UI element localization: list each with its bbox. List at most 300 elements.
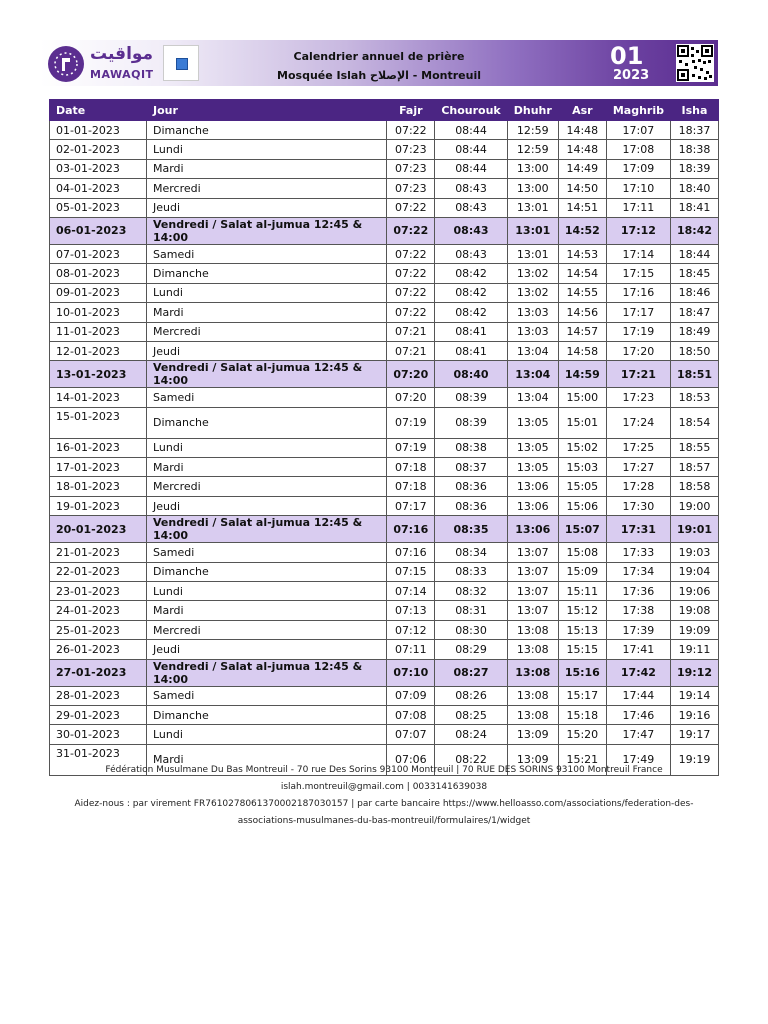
table-row	[50, 159, 719, 178]
col-header-dhuhr: Dhuhr	[507, 100, 558, 121]
cell-fajr: 07:17	[387, 496, 435, 515]
cell-jour: Jeudi	[147, 198, 387, 217]
table-row	[50, 264, 719, 283]
cell-maghrib: 17:20	[606, 341, 670, 360]
cell-asr: 15:05	[558, 477, 606, 496]
cell-jour: Lundi	[147, 283, 387, 302]
cell-isha: 18:54	[670, 407, 718, 438]
cell-fajr: 07:23	[387, 179, 435, 198]
cell-jour: Dimanche	[147, 705, 387, 724]
cell-date: 02-01-2023	[50, 140, 147, 159]
cell-fajr: 07:22	[387, 303, 435, 322]
cell-date: 26-01-2023	[50, 640, 147, 659]
cell-jour: Mardi	[147, 458, 387, 477]
cell-isha: 18:49	[670, 322, 718, 341]
cell-date: 01-01-2023	[50, 121, 147, 140]
table-row	[50, 601, 719, 620]
cell-date: 17-01-2023	[50, 458, 147, 477]
cell-jour: Dimanche	[147, 264, 387, 283]
cell-dhuhr: 13:01	[507, 198, 558, 217]
cell-asr: 14:50	[558, 179, 606, 198]
cell-chourouk: 08:31	[435, 601, 507, 620]
cell-fajr: 07:19	[387, 407, 435, 438]
cell-date: 06-01-2023	[50, 217, 147, 244]
cell-maghrib: 17:38	[606, 601, 670, 620]
cell-isha: 19:12	[670, 659, 718, 686]
cell-jour: Mercredi	[147, 620, 387, 639]
cell-jour: Dimanche	[147, 562, 387, 581]
cell-dhuhr: 12:59	[507, 121, 558, 140]
cell-date: 03-01-2023	[50, 159, 147, 178]
cell-date: 10-01-2023	[50, 303, 147, 322]
cell-dhuhr: 13:09	[507, 725, 558, 744]
cell-asr: 14:53	[558, 244, 606, 263]
cell-date: 07-01-2023	[50, 244, 147, 263]
cell-fajr: 07:19	[387, 438, 435, 457]
cell-date: 20-01-2023	[50, 516, 147, 543]
cell-dhuhr: 13:06	[507, 496, 558, 515]
cell-jour: Vendredi / Salat al-jumua 12:45 & 14:00	[147, 361, 387, 388]
cell-maghrib: 17:27	[606, 458, 670, 477]
cell-jour: Mardi	[147, 601, 387, 620]
cell-date: 04-01-2023	[50, 179, 147, 198]
cell-jour: Vendredi / Salat al-jumua 12:45 & 14:00	[147, 217, 387, 244]
cell-fajr: 07:10	[387, 659, 435, 686]
cell-isha: 18:55	[670, 438, 718, 457]
cell-asr: 14:49	[558, 159, 606, 178]
cell-asr: 15:21	[558, 744, 606, 775]
cell-asr: 15:08	[558, 543, 606, 562]
prayer-times-table	[49, 99, 719, 776]
cell-chourouk: 08:36	[435, 496, 507, 515]
cell-fajr: 07:16	[387, 516, 435, 543]
cell-chourouk: 08:34	[435, 543, 507, 562]
cell-chourouk: 08:36	[435, 477, 507, 496]
cell-maghrib: 17:16	[606, 283, 670, 302]
table-row-friday	[50, 659, 719, 686]
cell-date: 14-01-2023	[50, 388, 147, 407]
cell-chourouk: 08:42	[435, 264, 507, 283]
cell-isha: 19:09	[670, 620, 718, 639]
cell-dhuhr: 13:05	[507, 407, 558, 438]
cell-asr: 15:09	[558, 562, 606, 581]
cell-jour: Lundi	[147, 438, 387, 457]
cell-dhuhr: 13:02	[507, 264, 558, 283]
cell-fajr: 07:16	[387, 543, 435, 562]
table-row	[50, 283, 719, 302]
cell-date: 21-01-2023	[50, 543, 147, 562]
cell-isha: 19:14	[670, 686, 718, 705]
table-row	[50, 562, 719, 581]
cell-date: 30-01-2023	[50, 725, 147, 744]
cell-dhuhr: 13:02	[507, 283, 558, 302]
cell-isha: 18:38	[670, 140, 718, 159]
cell-dhuhr: 13:07	[507, 601, 558, 620]
table-row	[50, 477, 719, 496]
cell-asr: 15:01	[558, 407, 606, 438]
cell-jour: Mercredi	[147, 477, 387, 496]
cell-asr: 14:51	[558, 198, 606, 217]
table-row	[50, 496, 719, 515]
cell-maghrib: 17:08	[606, 140, 670, 159]
cell-date: 27-01-2023	[50, 659, 147, 686]
cell-isha: 18:46	[670, 283, 718, 302]
cell-fajr: 07:23	[387, 140, 435, 159]
cell-jour: Vendredi / Salat al-jumua 12:45 & 14:00	[147, 659, 387, 686]
cell-isha: 19:11	[670, 640, 718, 659]
cell-chourouk: 08:40	[435, 361, 507, 388]
col-header-maghrib: Maghrib	[606, 100, 670, 121]
footer-donation: Aidez-nous : par virement FR7610278061370002187030157 | par carte bancaire https://www.helloasso.com/associations/federation-des-	[74, 799, 694, 809]
cell-isha: 18:47	[670, 303, 718, 322]
cell-asr: 15:12	[558, 601, 606, 620]
cell-maghrib: 17:24	[606, 407, 670, 438]
cell-isha: 18:51	[670, 361, 718, 388]
footer-address: Fédération Musulmane Du Bas Montreuil - 70 rue Des Sorins 93100 Montreuil | 70 RUE DES SORINS 93100 Montreuil France	[105, 765, 663, 775]
cell-jour: Mercredi	[147, 322, 387, 341]
cell-date: 29-01-2023	[50, 705, 147, 724]
cell-chourouk: 08:37	[435, 458, 507, 477]
cell-date: 31-01-2023	[50, 744, 147, 775]
cell-maghrib: 17:42	[606, 659, 670, 686]
cell-fajr: 07:09	[387, 686, 435, 705]
cell-fajr: 07:20	[387, 388, 435, 407]
cell-fajr: 07:12	[387, 620, 435, 639]
cell-dhuhr: 13:07	[507, 582, 558, 601]
cell-chourouk: 08:39	[435, 407, 507, 438]
cell-fajr: 07:22	[387, 283, 435, 302]
cell-chourouk: 08:43	[435, 198, 507, 217]
cell-fajr: 07:18	[387, 477, 435, 496]
cell-fajr: 07:13	[387, 601, 435, 620]
cell-chourouk: 08:38	[435, 438, 507, 457]
cell-jour: Dimanche	[147, 407, 387, 438]
table-row	[50, 140, 719, 159]
cell-jour: Samedi	[147, 686, 387, 705]
month-number: 01	[610, 42, 644, 70]
cell-isha: 19:00	[670, 496, 718, 515]
table-row	[50, 458, 719, 477]
cell-asr: 15:15	[558, 640, 606, 659]
cell-asr: 15:06	[558, 496, 606, 515]
cell-chourouk: 08:32	[435, 582, 507, 601]
cell-jour: Mardi	[147, 744, 387, 775]
cell-asr: 15:07	[558, 516, 606, 543]
logo-latin-text: MAWAQIT	[90, 68, 154, 81]
cell-asr: 15:02	[558, 438, 606, 457]
cell-maghrib: 17:33	[606, 543, 670, 562]
cell-dhuhr: 13:08	[507, 659, 558, 686]
cell-isha: 18:40	[670, 179, 718, 198]
table-row	[50, 198, 719, 217]
cell-isha: 19:16	[670, 705, 718, 724]
cell-maghrib: 17:30	[606, 496, 670, 515]
cell-jour: Samedi	[147, 543, 387, 562]
cell-isha: 18:45	[670, 264, 718, 283]
cell-maghrib: 17:47	[606, 725, 670, 744]
table-row	[50, 407, 719, 438]
cell-date: 25-01-2023	[50, 620, 147, 639]
cell-dhuhr: 13:05	[507, 438, 558, 457]
cell-chourouk: 08:25	[435, 705, 507, 724]
col-header-chourouk: Chourouk	[435, 100, 507, 121]
cell-chourouk: 08:35	[435, 516, 507, 543]
cell-fajr: 07:23	[387, 159, 435, 178]
cell-isha: 18:37	[670, 121, 718, 140]
cell-dhuhr: 13:03	[507, 303, 558, 322]
cell-asr: 14:55	[558, 283, 606, 302]
cell-fajr: 07:11	[387, 640, 435, 659]
cell-asr: 15:03	[558, 458, 606, 477]
cell-fajr: 07:22	[387, 244, 435, 263]
cell-isha: 18:39	[670, 159, 718, 178]
cell-dhuhr: 13:06	[507, 516, 558, 543]
cell-maghrib: 17:21	[606, 361, 670, 388]
year-label: 2023	[613, 68, 650, 83]
cell-jour: Samedi	[147, 388, 387, 407]
cell-chourouk: 08:43	[435, 217, 507, 244]
cell-chourouk: 08:33	[435, 562, 507, 581]
cell-chourouk: 08:26	[435, 686, 507, 705]
cell-isha: 18:44	[670, 244, 718, 263]
table-row	[50, 303, 719, 322]
table-header-row	[50, 100, 719, 121]
cell-fajr: 07:14	[387, 582, 435, 601]
cell-fajr: 07:15	[387, 562, 435, 581]
cell-dhuhr: 13:06	[507, 477, 558, 496]
cell-asr: 14:56	[558, 303, 606, 322]
cell-fajr: 07:22	[387, 198, 435, 217]
cell-dhuhr: 13:01	[507, 217, 558, 244]
cell-maghrib: 17:36	[606, 582, 670, 601]
col-header-jour: Jour	[147, 100, 387, 121]
table-row-friday	[50, 361, 719, 388]
cell-jour: Samedi	[147, 244, 387, 263]
cell-jour: Jeudi	[147, 640, 387, 659]
cell-isha: 18:41	[670, 198, 718, 217]
cell-dhuhr: 13:00	[507, 179, 558, 198]
cell-date: 16-01-2023	[50, 438, 147, 457]
cell-date: 05-01-2023	[50, 198, 147, 217]
cell-maghrib: 17:12	[606, 217, 670, 244]
col-header-isha: Isha	[670, 100, 718, 121]
cell-chourouk: 08:44	[435, 140, 507, 159]
cell-isha: 19:19	[670, 744, 718, 775]
cell-jour: Lundi	[147, 140, 387, 159]
cell-maghrib: 17:25	[606, 438, 670, 457]
calendar-title: Calendrier annuel de prière	[293, 50, 465, 63]
cell-fajr: 07:08	[387, 705, 435, 724]
cell-date: 22-01-2023	[50, 562, 147, 581]
cell-asr: 15:20	[558, 725, 606, 744]
cell-jour: Dimanche	[147, 121, 387, 140]
cell-dhuhr: 13:08	[507, 686, 558, 705]
cell-isha: 19:06	[670, 582, 718, 601]
cell-isha: 18:57	[670, 458, 718, 477]
cell-isha: 18:50	[670, 341, 718, 360]
cell-asr: 15:13	[558, 620, 606, 639]
cell-date: 24-01-2023	[50, 601, 147, 620]
cell-chourouk: 08:43	[435, 179, 507, 198]
cell-date: 19-01-2023	[50, 496, 147, 515]
cell-maghrib: 17:07	[606, 121, 670, 140]
cell-isha: 19:08	[670, 601, 718, 620]
cell-asr: 15:17	[558, 686, 606, 705]
cell-chourouk: 08:44	[435, 159, 507, 178]
cell-isha: 19:03	[670, 543, 718, 562]
cell-fajr: 07:22	[387, 217, 435, 244]
cell-chourouk: 08:41	[435, 341, 507, 360]
table-row	[50, 725, 719, 744]
cell-chourouk: 08:24	[435, 725, 507, 744]
table-body	[50, 121, 719, 776]
cell-jour: Vendredi / Salat al-jumua 12:45 & 14:00	[147, 516, 387, 543]
cell-maghrib: 17:14	[606, 244, 670, 263]
cell-asr: 14:54	[558, 264, 606, 283]
col-header-date: Date	[50, 100, 147, 121]
cell-asr: 14:48	[558, 140, 606, 159]
cell-dhuhr: 13:01	[507, 244, 558, 263]
cell-maghrib: 17:15	[606, 264, 670, 283]
cell-maghrib: 17:09	[606, 159, 670, 178]
table-row	[50, 543, 719, 562]
col-header-fajr: Fajr	[387, 100, 435, 121]
cell-chourouk: 08:29	[435, 640, 507, 659]
cell-asr: 15:00	[558, 388, 606, 407]
cell-date: 15-01-2023	[50, 407, 147, 438]
cell-dhuhr: 13:08	[507, 705, 558, 724]
cell-date: 11-01-2023	[50, 322, 147, 341]
cell-chourouk: 08:42	[435, 303, 507, 322]
cell-jour: Jeudi	[147, 341, 387, 360]
cell-dhuhr: 13:00	[507, 159, 558, 178]
mosque-name: Mosquée Islah الإصلاح - Montreuil	[277, 69, 481, 82]
cell-isha: 19:17	[670, 725, 718, 744]
cell-chourouk: 08:43	[435, 244, 507, 263]
cell-jour: Mardi	[147, 159, 387, 178]
cell-fajr: 07:07	[387, 725, 435, 744]
cell-fajr: 07:18	[387, 458, 435, 477]
cell-maghrib: 17:10	[606, 179, 670, 198]
cell-isha: 18:42	[670, 217, 718, 244]
cell-chourouk: 08:44	[435, 121, 507, 140]
cell-dhuhr: 13:04	[507, 341, 558, 360]
cell-asr: 14:48	[558, 121, 606, 140]
cell-date: 18-01-2023	[50, 477, 147, 496]
cell-chourouk: 08:39	[435, 388, 507, 407]
cell-dhuhr: 13:05	[507, 458, 558, 477]
table-row	[50, 244, 719, 263]
logo-arabic-text: مواقيت	[90, 44, 154, 64]
cell-dhuhr: 13:04	[507, 361, 558, 388]
footer-contact: islah.montreuil@gmail.com | 0033141639038	[280, 782, 488, 792]
cell-dhuhr: 13:07	[507, 543, 558, 562]
cell-maghrib: 17:44	[606, 686, 670, 705]
table-row	[50, 705, 719, 724]
cell-isha: 18:58	[670, 477, 718, 496]
footer	[40, 762, 728, 830]
cell-fajr: 07:20	[387, 361, 435, 388]
cell-maghrib: 17:28	[606, 477, 670, 496]
cell-date: 23-01-2023	[50, 582, 147, 601]
cell-jour: Lundi	[147, 725, 387, 744]
cell-jour: Mercredi	[147, 179, 387, 198]
cell-jour: Mardi	[147, 303, 387, 322]
cell-asr: 15:18	[558, 705, 606, 724]
cell-maghrib: 17:19	[606, 322, 670, 341]
cell-maghrib: 17:23	[606, 388, 670, 407]
cell-jour: Lundi	[147, 582, 387, 601]
cell-maghrib: 17:49	[606, 744, 670, 775]
cell-maghrib: 17:46	[606, 705, 670, 724]
table-row	[50, 179, 719, 198]
cell-dhuhr: 12:59	[507, 140, 558, 159]
cell-date: 28-01-2023	[50, 686, 147, 705]
cell-asr: 14:58	[558, 341, 606, 360]
cell-chourouk: 08:42	[435, 283, 507, 302]
cell-dhuhr: 13:07	[507, 562, 558, 581]
cell-fajr: 07:21	[387, 322, 435, 341]
cell-maghrib: 17:34	[606, 562, 670, 581]
footer-donation-link: associations-musulmanes-du-bas-montreuil/formulaires/1/widget	[237, 816, 531, 826]
table-row	[50, 640, 719, 659]
cell-maghrib: 17:31	[606, 516, 670, 543]
cell-maghrib: 17:41	[606, 640, 670, 659]
cell-chourouk: 08:27	[435, 659, 507, 686]
cell-fajr: 07:22	[387, 264, 435, 283]
table-row	[50, 322, 719, 341]
cell-asr: 15:11	[558, 582, 606, 601]
cell-dhuhr: 13:08	[507, 640, 558, 659]
table-row	[50, 582, 719, 601]
cell-fajr: 07:06	[387, 744, 435, 775]
cell-isha: 18:53	[670, 388, 718, 407]
table-row-friday	[50, 217, 719, 244]
table-row	[50, 620, 719, 639]
table-row	[50, 438, 719, 457]
cell-fajr: 07:22	[387, 121, 435, 140]
cell-maghrib: 17:11	[606, 198, 670, 217]
cell-date: 12-01-2023	[50, 341, 147, 360]
cell-maghrib: 17:17	[606, 303, 670, 322]
table-row	[50, 388, 719, 407]
cell-dhuhr: 13:04	[507, 388, 558, 407]
table-row	[50, 341, 719, 360]
cell-asr: 14:57	[558, 322, 606, 341]
col-header-asr: Asr	[558, 100, 606, 121]
table-row	[50, 121, 719, 140]
qr-code-icon	[676, 44, 714, 82]
cell-isha: 19:04	[670, 562, 718, 581]
cell-fajr: 07:21	[387, 341, 435, 360]
cell-asr: 14:59	[558, 361, 606, 388]
cell-jour: Jeudi	[147, 496, 387, 515]
table-row-friday	[50, 516, 719, 543]
cell-date: 08-01-2023	[50, 264, 147, 283]
cell-asr: 15:16	[558, 659, 606, 686]
cell-date: 09-01-2023	[50, 283, 147, 302]
cell-asr: 14:52	[558, 217, 606, 244]
cell-chourouk: 08:41	[435, 322, 507, 341]
cell-dhuhr: 13:09	[507, 744, 558, 775]
cell-chourouk: 08:30	[435, 620, 507, 639]
cell-dhuhr: 13:03	[507, 322, 558, 341]
cell-chourouk: 08:22	[435, 744, 507, 775]
cell-date: 13-01-2023	[50, 361, 147, 388]
table-row	[50, 686, 719, 705]
cell-maghrib: 17:39	[606, 620, 670, 639]
cell-isha: 19:01	[670, 516, 718, 543]
